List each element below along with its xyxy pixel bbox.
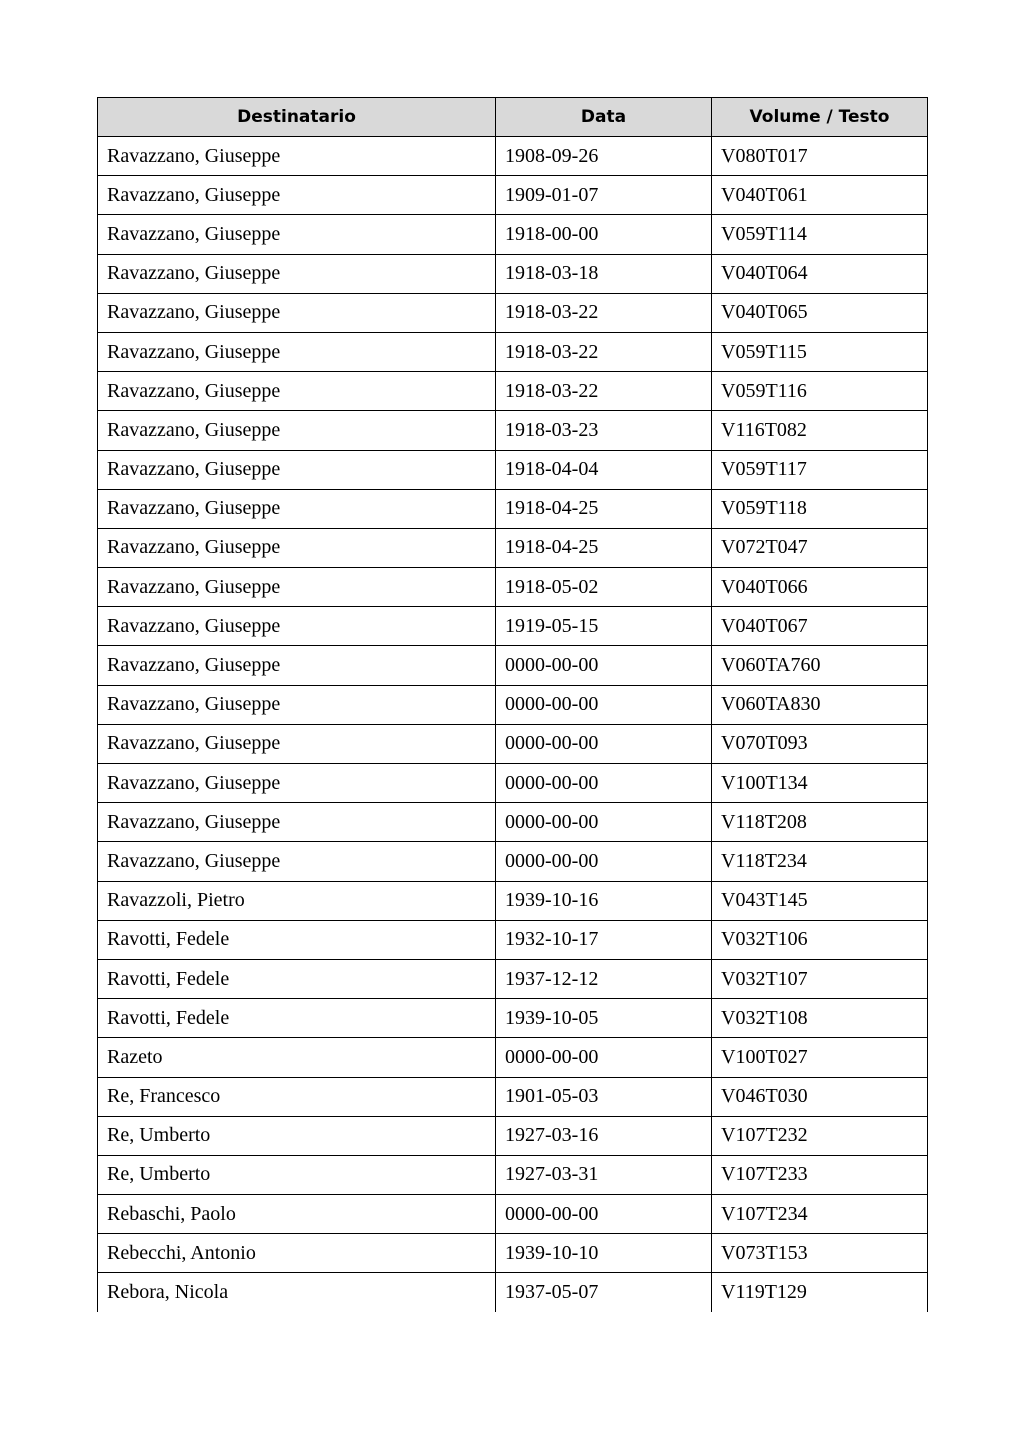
table-row <box>98 137 928 176</box>
cell-data: 1901-05-03 <box>496 1077 712 1116</box>
cell-data: 1918-03-18 <box>496 254 712 293</box>
table-row <box>98 372 928 411</box>
table-row <box>98 607 928 646</box>
cell-destinatario: Ravazzano, Giuseppe <box>98 607 496 646</box>
cell-volume-testo: V118T234 <box>712 842 928 881</box>
table-row <box>98 1155 928 1194</box>
cell-destinatario: Ravazzano, Giuseppe <box>98 646 496 685</box>
cell-destinatario: Ravotti, Fedele <box>98 959 496 998</box>
cell-data: 1937-05-07 <box>496 1273 712 1312</box>
cell-volume-testo: V040T066 <box>712 568 928 607</box>
cell-data: 1918-04-04 <box>496 450 712 489</box>
cell-volume-testo: V040T064 <box>712 254 928 293</box>
table-row <box>98 724 928 763</box>
cell-volume-testo: V070T093 <box>712 724 928 763</box>
cell-destinatario: Ravazzano, Giuseppe <box>98 568 496 607</box>
table-row <box>98 920 928 959</box>
table-row <box>98 568 928 607</box>
table-row <box>98 685 928 724</box>
cell-destinatario: Ravazzano, Giuseppe <box>98 450 496 489</box>
cell-data: 1918-03-22 <box>496 372 712 411</box>
cell-destinatario: Ravazzano, Giuseppe <box>98 803 496 842</box>
cell-data: 0000-00-00 <box>496 646 712 685</box>
cell-volume-testo: V043T145 <box>712 881 928 920</box>
cell-destinatario: Razeto <box>98 1038 496 1077</box>
cell-volume-testo: V032T108 <box>712 999 928 1038</box>
cell-data: 1939-10-10 <box>496 1234 712 1273</box>
cell-data: 1918-05-02 <box>496 568 712 607</box>
cell-volume-testo: V060TA830 <box>712 685 928 724</box>
cell-data: 0000-00-00 <box>496 1038 712 1077</box>
table-row <box>98 254 928 293</box>
table-row <box>98 215 928 254</box>
table-row <box>98 411 928 450</box>
cell-data: 0000-00-00 <box>496 685 712 724</box>
cell-destinatario: Ravazzano, Giuseppe <box>98 332 496 371</box>
table-row <box>98 1038 928 1077</box>
table-row <box>98 1116 928 1155</box>
cell-volume-testo: V040T061 <box>712 176 928 215</box>
cell-volume-testo: V060TA760 <box>712 646 928 685</box>
cell-volume-testo: V080T017 <box>712 137 928 176</box>
cell-destinatario: Ravazzano, Giuseppe <box>98 215 496 254</box>
table-row <box>98 1195 928 1234</box>
table-row <box>98 293 928 332</box>
cell-volume-testo: V118T208 <box>712 803 928 842</box>
table-body <box>98 137 928 1313</box>
header-data: Data <box>496 98 712 137</box>
cell-volume-testo: V116T082 <box>712 411 928 450</box>
cell-data: 1918-03-22 <box>496 293 712 332</box>
letters-table <box>97 97 928 1312</box>
cell-volume-testo: V059T118 <box>712 489 928 528</box>
cell-data: 1932-10-17 <box>496 920 712 959</box>
cell-destinatario: Ravazzano, Giuseppe <box>98 176 496 215</box>
table-row <box>98 959 928 998</box>
cell-destinatario: Ravazzano, Giuseppe <box>98 411 496 450</box>
cell-data: 1927-03-31 <box>496 1155 712 1194</box>
cell-destinatario: Ravotti, Fedele <box>98 920 496 959</box>
cell-volume-testo: V072T047 <box>712 528 928 567</box>
cell-data: 1939-10-05 <box>496 999 712 1038</box>
cell-data: 1927-03-16 <box>496 1116 712 1155</box>
cell-destinatario: Ravazzano, Giuseppe <box>98 372 496 411</box>
cell-destinatario: Ravazzano, Giuseppe <box>98 685 496 724</box>
cell-volume-testo: V107T234 <box>712 1195 928 1234</box>
cell-data: 1918-04-25 <box>496 528 712 567</box>
cell-destinatario: Ravazzoli, Pietro <box>98 881 496 920</box>
table-row <box>98 176 928 215</box>
cell-volume-testo: V059T116 <box>712 372 928 411</box>
cell-volume-testo: V107T232 <box>712 1116 928 1155</box>
table-row <box>98 803 928 842</box>
cell-volume-testo: V059T117 <box>712 450 928 489</box>
cell-data: 0000-00-00 <box>496 842 712 881</box>
cell-data: 1937-12-12 <box>496 959 712 998</box>
cell-data: 1918-04-25 <box>496 489 712 528</box>
cell-volume-testo: V100T134 <box>712 764 928 803</box>
cell-destinatario: Ravazzano, Giuseppe <box>98 842 496 881</box>
cell-volume-testo: V046T030 <box>712 1077 928 1116</box>
table-row <box>98 450 928 489</box>
table-row <box>98 999 928 1038</box>
header-destinatario: Destinatario <box>98 98 496 137</box>
table-row <box>98 1234 928 1273</box>
cell-data: 1918-03-22 <box>496 332 712 371</box>
cell-data: 0000-00-00 <box>496 803 712 842</box>
cell-data: 1918-00-00 <box>496 215 712 254</box>
table-row <box>98 1273 928 1312</box>
cell-destinatario: Ravazzano, Giuseppe <box>98 254 496 293</box>
cell-data: 0000-00-00 <box>496 724 712 763</box>
cell-data: 1939-10-16 <box>496 881 712 920</box>
cell-volume-testo: V100T027 <box>712 1038 928 1077</box>
cell-destinatario: Ravazzano, Giuseppe <box>98 137 496 176</box>
cell-data: 1908-09-26 <box>496 137 712 176</box>
cell-data: 0000-00-00 <box>496 1195 712 1234</box>
cell-volume-testo: V040T067 <box>712 607 928 646</box>
table-header-row <box>98 98 928 137</box>
cell-destinatario: Ravazzano, Giuseppe <box>98 293 496 332</box>
table-row <box>98 489 928 528</box>
table-row <box>98 842 928 881</box>
cell-volume-testo: V059T114 <box>712 215 928 254</box>
cell-destinatario: Ravazzano, Giuseppe <box>98 489 496 528</box>
table-row <box>98 881 928 920</box>
cell-volume-testo: V059T115 <box>712 332 928 371</box>
table-row <box>98 646 928 685</box>
cell-destinatario: Re, Umberto <box>98 1116 496 1155</box>
cell-destinatario: Ravazzano, Giuseppe <box>98 724 496 763</box>
cell-destinatario: Rebecchi, Antonio <box>98 1234 496 1273</box>
cell-data: 1909-01-07 <box>496 176 712 215</box>
cell-volume-testo: V073T153 <box>712 1234 928 1273</box>
cell-data: 1918-03-23 <box>496 411 712 450</box>
cell-data: 1919-05-15 <box>496 607 712 646</box>
cell-data: 0000-00-00 <box>496 764 712 803</box>
header-volume-testo: Volume / Testo <box>712 98 928 137</box>
table-row <box>98 332 928 371</box>
cell-destinatario: Re, Umberto <box>98 1155 496 1194</box>
cell-destinatario: Rebaschi, Paolo <box>98 1195 496 1234</box>
cell-destinatario: Ravazzano, Giuseppe <box>98 764 496 803</box>
table-row <box>98 764 928 803</box>
cell-volume-testo: V107T233 <box>712 1155 928 1194</box>
cell-volume-testo: V119T129 <box>712 1273 928 1312</box>
cell-volume-testo: V032T106 <box>712 920 928 959</box>
cell-volume-testo: V040T065 <box>712 293 928 332</box>
cell-destinatario: Rebora, Nicola <box>98 1273 496 1312</box>
cell-volume-testo: V032T107 <box>712 959 928 998</box>
cell-destinatario: Re, Francesco <box>98 1077 496 1116</box>
table-row <box>98 528 928 567</box>
table-row <box>98 1077 928 1116</box>
cell-destinatario: Ravotti, Fedele <box>98 999 496 1038</box>
cell-destinatario: Ravazzano, Giuseppe <box>98 528 496 567</box>
